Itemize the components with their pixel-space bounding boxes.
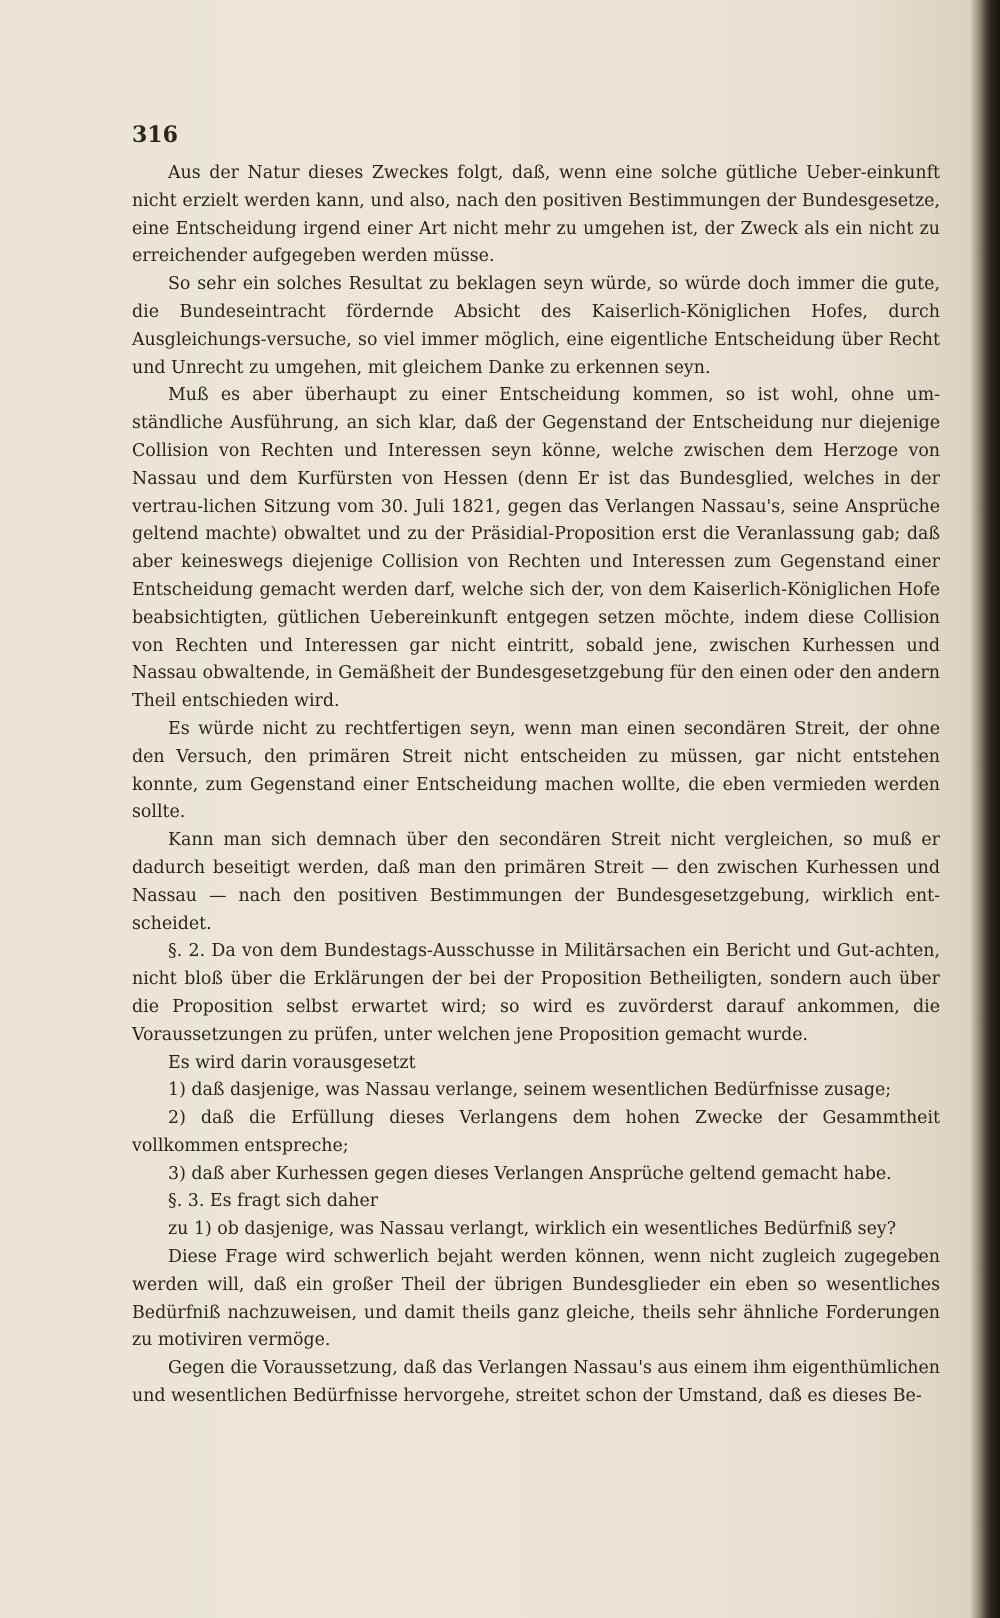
paragraph-answer: Diese Frage wird schwerlich bejaht werden können, wenn nicht zugleich zugegeben werden will, daß ein großer Theil der übrigen Bundesglieder ein eben so wesentliches Bedürfniß nachzuweisen, und damit theils ganz gleiche, theils sehr ähnliche Forderungen zu motiviren vermöge. bbox=[132, 1247, 940, 1351]
paragraph-section-3: §. 3. Es fragt sich daher bbox=[168, 1191, 379, 1212]
paragraph-3: Muß es aber überhaupt zu einer Entscheidung kommen, so ist wohl, ohne um-ständliche Ausführung, an sich klar, daß der Gegenstand der Entscheidung nur diejenige Collision von Rechten und Interessen seyn könne, welche zwischen dem Herzoge von Nassau und dem Kurfürsten von Hessen (denn Er ist das Bundesglied, welches in der vertrau-lichen Sitzung vom 30. Juli 1821, gegen das Verlangen Nassau's, seine Ansprüche geltend machte) obwaltet und zu der Präsidial-Proposition erst die Veranlassung gab; daß aber keineswegs diejenige Collision von Rechten und Interessen zum Gegenstand einer Entscheidung gemacht werden darf, welche sich der, von dem Kaiserlich-Königlichen Hofe beabsichtigten, gütlichen Uebereinkunft entgegen setzen möchte, indem diese Collision von Rechten und Interessen gar nicht eintritt, sobald jene, zwischen Kurhessen und Nassau obwaltende, in Gemäßheit der Bundesgesetzgebung für den einen oder den andern Theil entschieden wird. bbox=[132, 385, 940, 712]
paragraph-section-2: §. 2. Da von dem Bundestags-Ausschusse in Militärsachen ein Bericht und Gut-achten, nicht bloß über die Erklärungen der bei der Proposition Betheiligten, sondern auch über die Proposition selbst erwartet wird; so wird es zuvörderst darauf ankommen, die Voraussetzungen zu prüfen, unter welchen jene Proposition gemacht wurde. bbox=[132, 941, 940, 1045]
paragraph-2: So sehr ein solches Resultat zu beklagen seyn würde, so würde doch immer die gute, die Bundeseintracht fördernde Absicht des Kaiserlich-Königlichen Hofes, durch Ausgleichungs-versuche, so viel immer möglich, eine eigentliche Entscheidung über Recht und Unrecht zu umgehen, mit gleichem Danke zu erkennen seyn. bbox=[132, 274, 940, 378]
paragraph-1: Aus der Natur dieses Zweckes folgt, daß, wenn eine solche gütliche Ueber-einkunft nicht erzielt werden kann, und also, nach den positiven Bestimmungen der Bundesgesetze, eine Entscheidung irgend einer Art nicht mehr zu umgehen ist, der Zweck als ein nicht zu erreichender aufgegeben werden müsse. bbox=[132, 163, 940, 267]
list-item-2: 2) daß die Erfüllung dieses Verlangens dem hohen Zwecke der Gesammtheit vollkommen entspreche; bbox=[132, 1108, 940, 1156]
list-item-1: 1) daß dasjenige, was Nassau verlange, seinem wesentlichen Bedürfnisse zusage; bbox=[168, 1080, 892, 1101]
paragraph-4: Es würde nicht zu rechtfertigen seyn, wenn man einen secondären Streit, der ohne den Versuch, den primären Streit nicht entscheiden zu müssen, gar nicht entstehen konnte, zum Gegenstand einer Entscheidung machen wollte, die eben vermieden werden sollte. bbox=[132, 718, 940, 823]
list-item-3: 3) daß aber Kurhessen gegen dieses Verlangen Ansprüche geltend gemacht habe. bbox=[168, 1163, 892, 1184]
paragraph-last: Gegen die Voraussetzung, daß das Verlangen Nassau's aus einem ihm eigenthümlichen und wesentlichen Bedürfnisse hervorgehe, streitet schon der Umstand, daß es dieses Be- bbox=[132, 1358, 940, 1407]
paragraph-presupposition-intro: Es wird darin vorausgesetzt bbox=[168, 1052, 416, 1073]
paragraph-5: Kann man sich demnach über den secondären Streit nicht vergleichen, so muß er dadurch beseitigt werden, daß man den primären Streit — den zwischen Kurhessen und Nassau — nach den positiven Bestimmungen der Bundesgesetzgebung, wirklich ent-scheidet. bbox=[132, 830, 940, 934]
body-text bbox=[132, 160, 940, 1411]
page-binding-edge bbox=[982, 0, 1000, 1618]
paragraph-question-1: zu 1) ob dasjenige, was Nassau verlangt, wirklich ein wesentliches Bedürfniß sey? bbox=[168, 1219, 897, 1240]
page-number: 316 bbox=[132, 122, 178, 148]
